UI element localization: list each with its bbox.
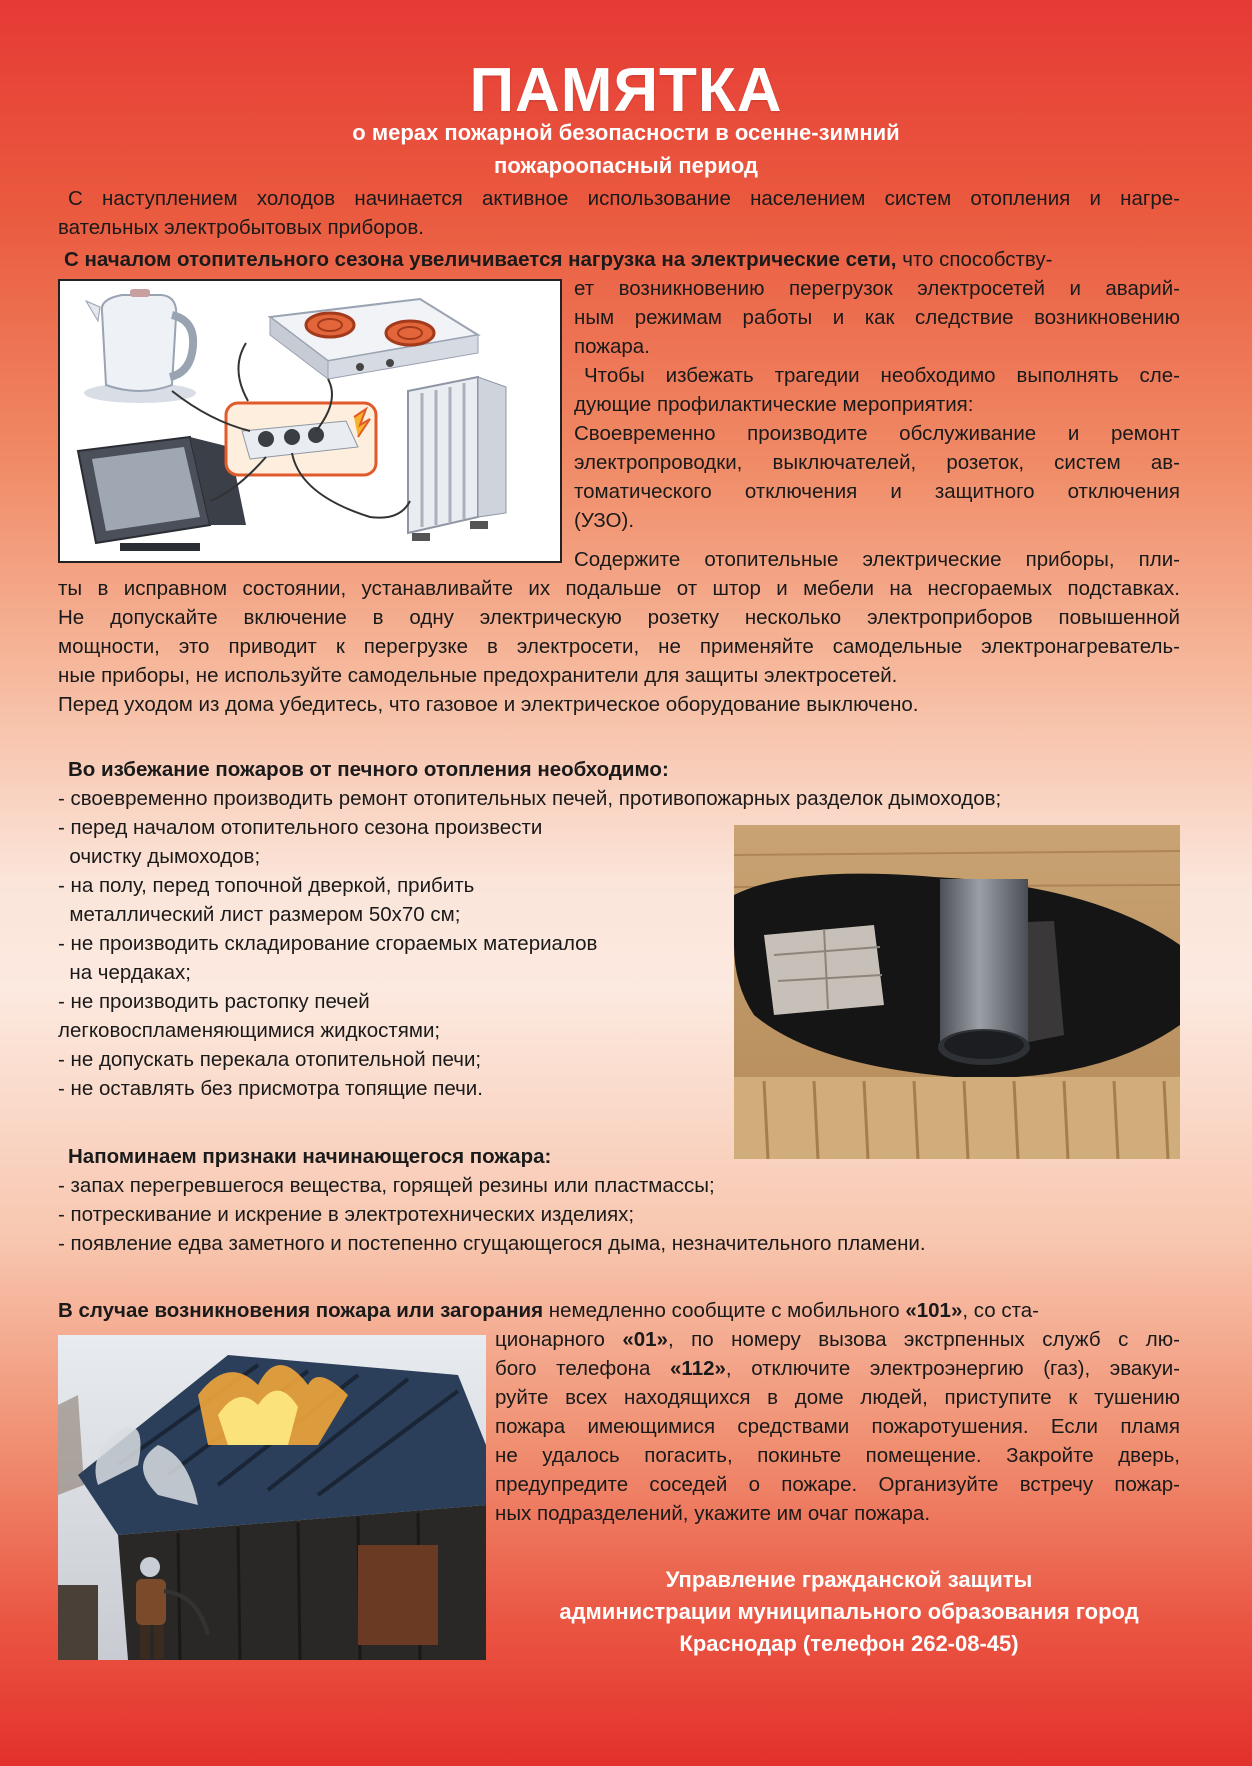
any-phone-number: «112» <box>670 1357 726 1380</box>
electric-right-line-3: пожара. <box>574 335 650 358</box>
emergency-line-6: не удалось погасить, покиньте помещение. Закройте дверь, <box>495 1444 1180 1467</box>
radiator-icon <box>408 377 506 541</box>
electric-full-line-2: Не допускайте включение в одну электрическую розетку несколько электроприборов повышенной <box>58 606 1180 629</box>
emergency-line-5: пожара имеющимися средствами пожаротушения. Если пламя <box>495 1415 1180 1438</box>
emergency-line-3-b: , отключите электроэнергию (газ), эвакуи- <box>725 1357 1180 1380</box>
footer-line-2: администрации муниципального образования город <box>559 1599 1139 1624</box>
mobile-number: «101» <box>905 1299 963 1322</box>
kettle-icon <box>84 289 196 403</box>
fire-drawing <box>58 1335 486 1660</box>
burning-house-photo <box>58 1335 486 1660</box>
appliances-drawing <box>60 281 560 561</box>
emergency-lead <box>58 1296 1039 1325</box>
emergency-lead-bold: В случае возникновения пожара или загорания <box>58 1299 544 1322</box>
stove-line-9: легковоспламеняющимися жидкостями; <box>58 1019 441 1042</box>
emergency-line-2 <box>495 1325 1180 1354</box>
chimney-drawing <box>734 825 1180 1159</box>
electric-full-line-1: ты в исправном состоянии, устанавливайте их подальше от штор и мебели на несгораемых подставках. <box>58 577 1180 600</box>
emergency-line-3 <box>495 1354 1180 1383</box>
stove-line-8: - не производить растопку печей <box>58 990 370 1013</box>
electric-lead-rest: что способству- <box>896 248 1053 271</box>
electric-lead <box>64 245 1052 274</box>
emergency-line-7: предупредите соседей о пожаре. Организуйте встречу пожар- <box>495 1473 1180 1496</box>
emergency-line-8: ных подразделений, укажите им очаг пожара. <box>495 1502 931 1525</box>
hotplate-icon <box>270 299 478 379</box>
electric-right-line-9: (УЗО). <box>574 509 635 532</box>
electric-right-line-7: электропроводки, выключателей, розеток, систем ав- <box>574 451 1180 474</box>
intro-line-2: вательных электробытовых приборов. <box>58 216 424 239</box>
signs-heading: Напоминаем признаки начинающегося пожара: <box>68 1145 552 1168</box>
footer-line-1: Управление гражданской защиты <box>665 1567 1033 1592</box>
electric-right-line-10: Содержите отопительные электрические приборы, пли- <box>574 548 1180 571</box>
electric-right-line-8: томатического отключения и защитного отключения <box>574 480 1180 503</box>
electric-right-line-2: ным режимам работы и как следствие возникновению <box>574 306 1180 329</box>
emergency-lead-rest-1: немедленно сообщите с мобильного <box>543 1299 906 1322</box>
page-title: ПАМЯТКА <box>469 56 783 125</box>
landline-number: «01» <box>622 1328 668 1351</box>
stove-heading: Во избежание пожаров от печного отопления необходимо: <box>68 758 669 781</box>
stove-line-2: - перед началом отопительного сезона произвести <box>58 816 543 839</box>
stove-line-6: - не производить складирование сгораемых материалов <box>58 932 598 955</box>
television-icon <box>78 437 246 551</box>
electric-right-line-5: дующие профилактические мероприятия: <box>574 393 974 416</box>
emergency-line-3-a: бого телефона <box>495 1357 671 1380</box>
electric-lead-bold: С началом отопительного сезона увеличивается нагрузка на электрические сети, <box>64 248 897 271</box>
electric-right-line-6: Своевременно производите обслуживание и ремонт <box>574 422 1180 445</box>
electric-full-line-4: ные приборы, не используйте самодельные предохранители для защиты электросетей. <box>58 664 898 687</box>
emergency-line-2-a: ционарного <box>495 1328 623 1351</box>
burnt-chimney-photo <box>734 825 1180 1159</box>
subtitle-line-2: пожароопасный период <box>494 153 758 178</box>
power-strip-icon <box>226 403 376 475</box>
subtitle-line-1: о мерах пожарной безопасности в осенне-зимний <box>352 120 900 145</box>
electric-full-line-5: Перед уходом из дома убедитесь, что газовое и электрическое оборудование выключено. <box>58 693 919 716</box>
stove-line-10: - не допускать перекала отопительной печи; <box>58 1048 482 1071</box>
signs-line-2: - потрескивание и искрение в электротехнических изделиях; <box>58 1203 635 1226</box>
appliances-illustration <box>58 279 562 563</box>
emergency-line-2-b: , по номеру вызова экстрпенных служб с лю- <box>667 1328 1180 1351</box>
stove-line-7: на чердаках; <box>58 961 191 984</box>
electric-full-line-3: мощности, это приводит к перегрузке в электросети, не применяйте самодельные электронагреватель- <box>58 635 1180 658</box>
stove-line-3: очистку дымоходов; <box>58 845 261 868</box>
emergency-line-4: руйте всех находящихся в доме людей, приступите к тушению <box>495 1386 1180 1409</box>
stove-line-5: металлический лист размером 50х70 см; <box>58 903 461 926</box>
stove-line-11: - не оставлять без присмотра топящие печи. <box>58 1077 483 1100</box>
electric-right-line-4: Чтобы избежать трагедии необходимо выполнять сле- <box>584 364 1180 387</box>
emergency-lead-rest-2: , со ста- <box>962 1299 1039 1322</box>
intro-line-1: С наступлением холодов начинается активное использование населением систем отопления и нагре- <box>68 187 1180 210</box>
stove-line-1: - своевременно производить ремонт отопительных печей, противопожарных разделок дымоходов; <box>58 787 1002 810</box>
signs-line-3: - появление едва заметного и постепенно сгущающегося дыма, незначительного пламени. <box>58 1232 926 1255</box>
footer-line-3: Краснодар (телефон 262-08-45) <box>679 1631 1019 1656</box>
electric-right-line-1: ет возникновению перегрузок электросетей и аварий- <box>574 277 1180 300</box>
stove-line-4: - на полу, перед топочной дверкой, прибить <box>58 874 475 897</box>
signs-line-1: - запах перегревшегося вещества, горящей резины или пластмассы; <box>58 1174 715 1197</box>
